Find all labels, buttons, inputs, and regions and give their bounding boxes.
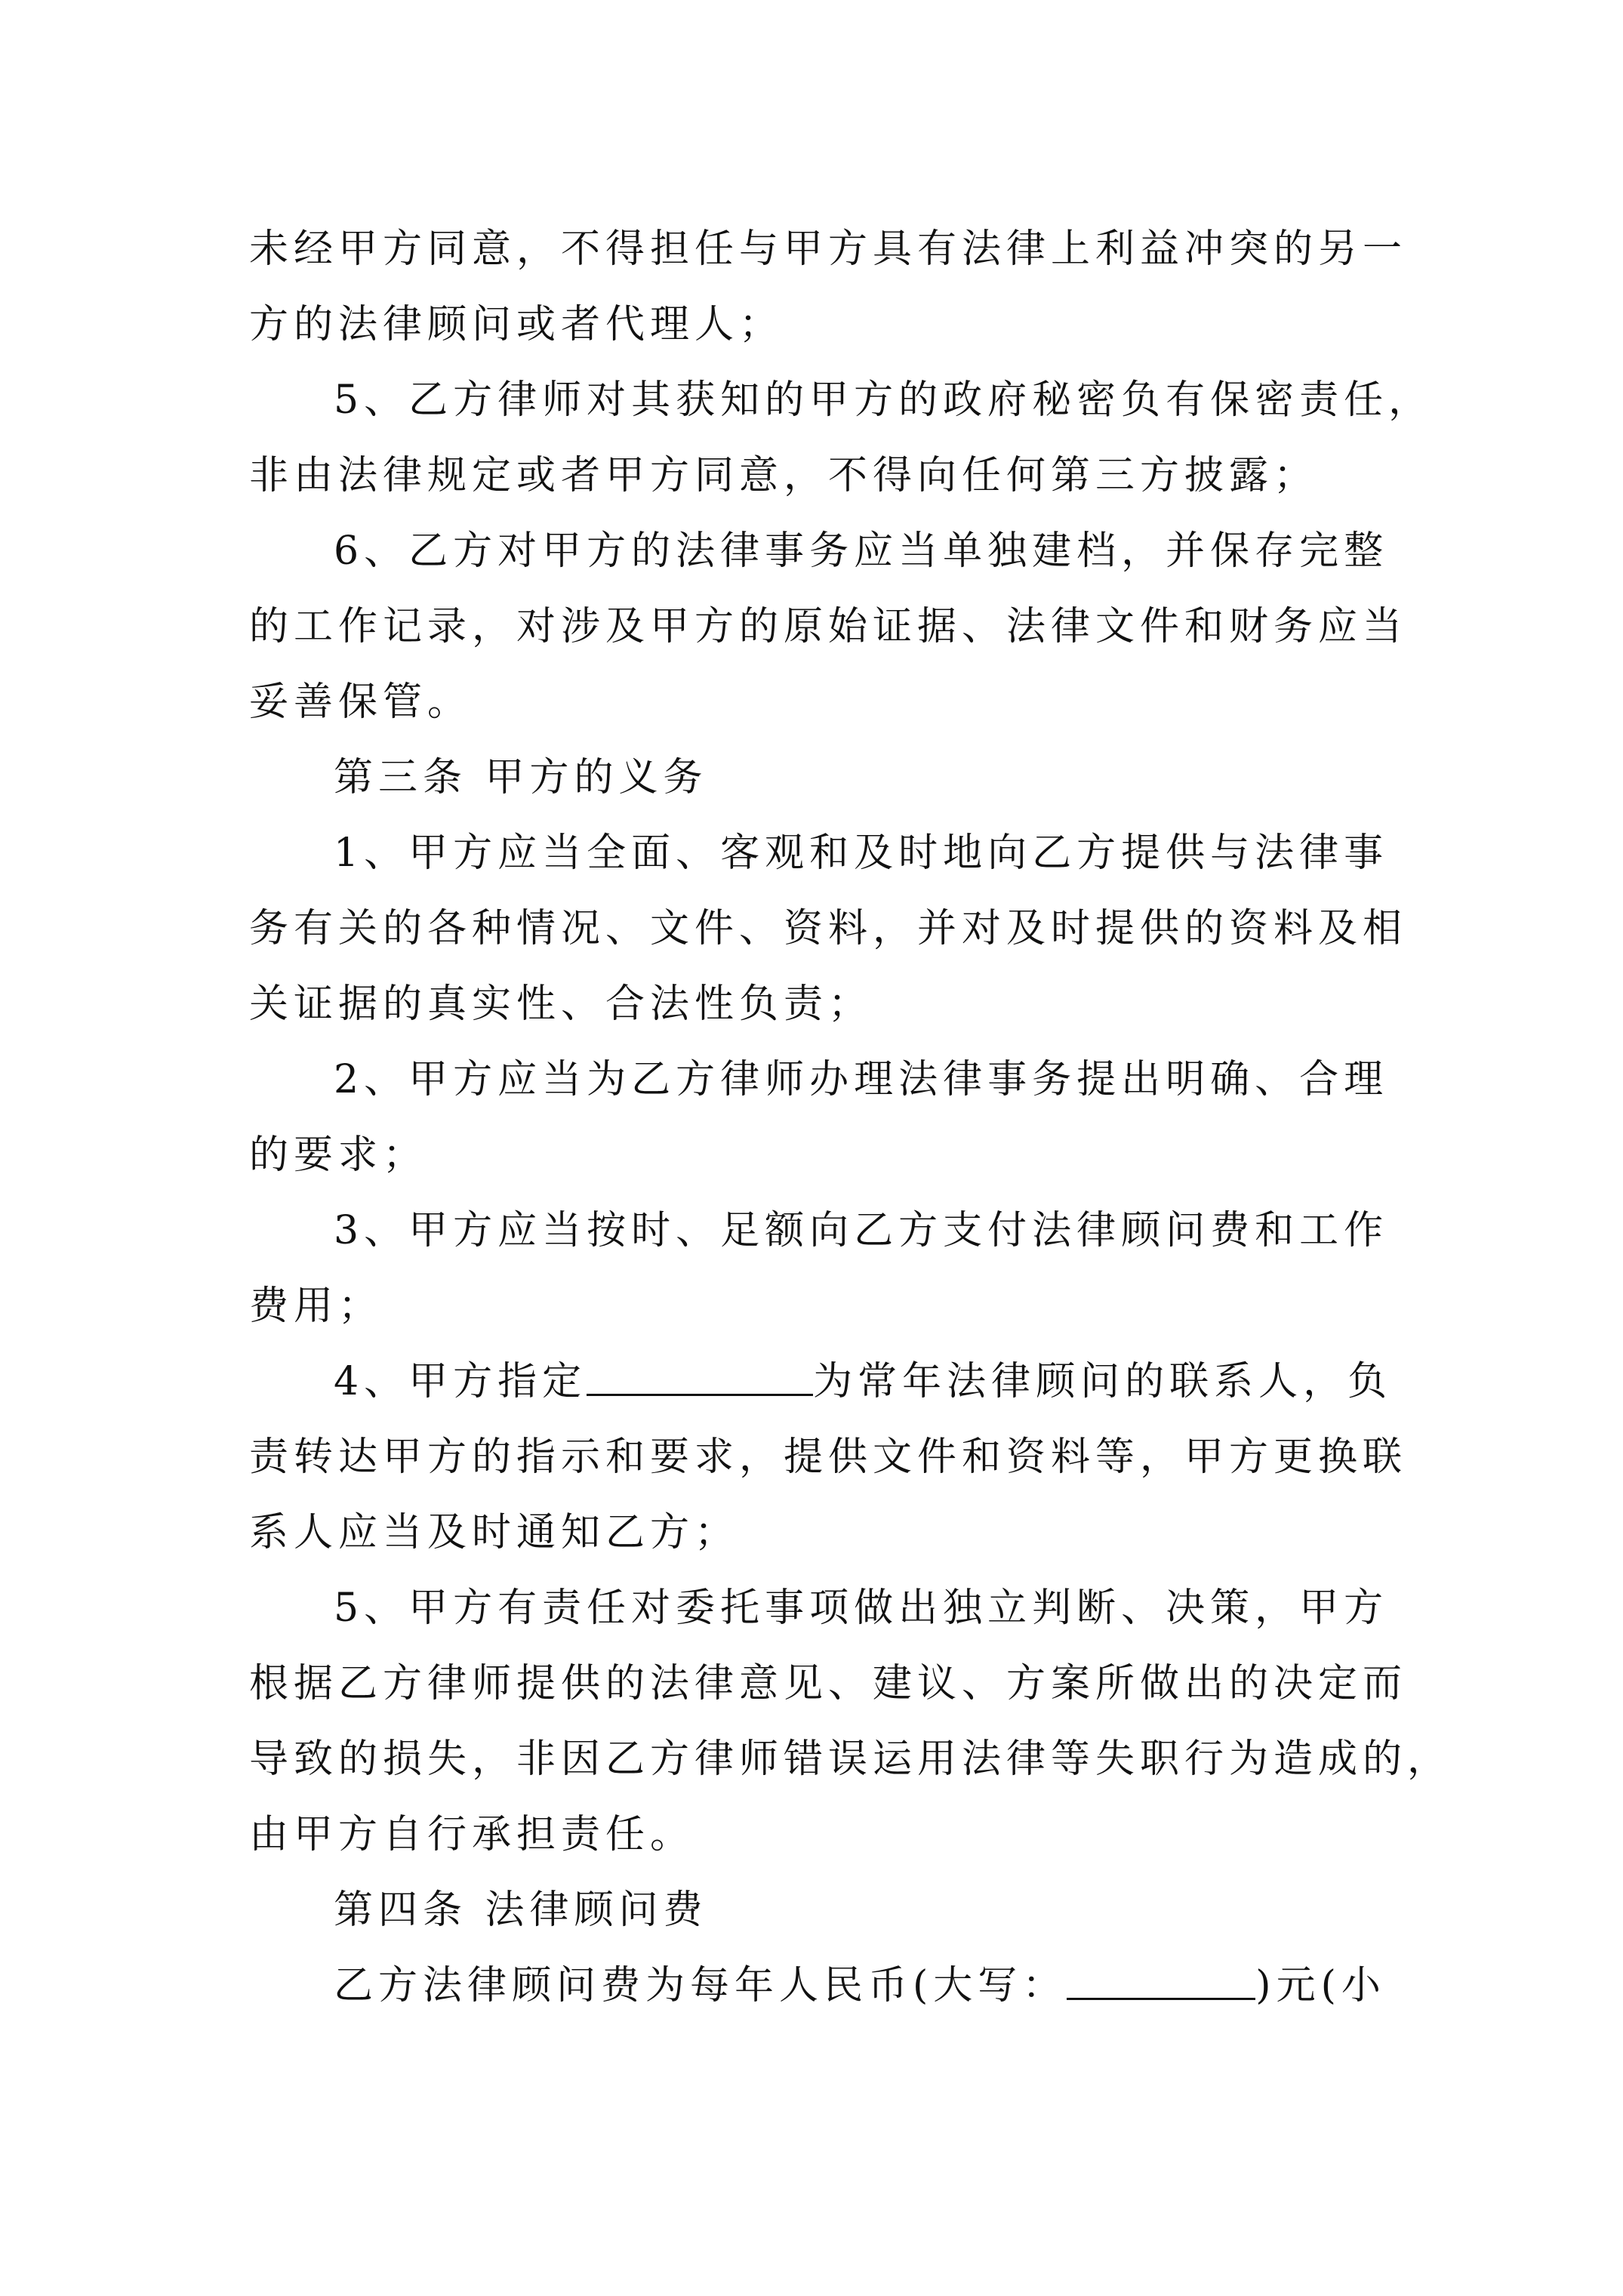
text-line-with-blank (249, 1948, 1397, 2023)
text-line: 5、甲方有责任对委托事项做出独立判断、决策，甲方 (334, 1586, 1389, 1631)
text-line: 妥善保管。 (249, 680, 473, 725)
text-line: 6、乙方对甲方的法律事务应当单独建档，并保存完整 (334, 529, 1389, 574)
text-line: 关证据的真实性、合法性负责； (249, 982, 873, 1027)
text-line: 方的法律顾问或者代理人； (249, 302, 784, 347)
fill-in-blank (587, 1354, 813, 1396)
text-segment: 4、甲方指定 (334, 1359, 587, 1404)
text-line: 根据乙方律师提供的法律意见、建议、方案所做出的决定而 (249, 1661, 1408, 1706)
section-heading: 第三条 甲方的义务 (334, 755, 708, 800)
text-line-with-blank (249, 1344, 1397, 1419)
text-segment: )元(小 (1255, 1963, 1386, 2008)
section-heading: 第四条 法律顾问费 (334, 1888, 708, 1933)
text-line: 5、乙方律师对其获知的甲方的政府秘密负有保密责任， (334, 378, 1434, 423)
text-line: 费用； (249, 1284, 383, 1329)
text-line: 非由法律规定或者甲方同意，不得向任何第三方披露； (249, 453, 1319, 498)
text-line: 系人应当及时通知乙方； (249, 1510, 740, 1555)
text-line: 的工作记录，对涉及甲方的原始证据、法律文件和财务应当 (249, 604, 1408, 649)
text-line: 3、甲方应当按时、足额向乙方支付法律顾问费和工作 (334, 1208, 1389, 1253)
text-segment: 为常年法律顾问的联系人，负 (813, 1359, 1393, 1404)
text-line: 责转达甲方的指示和要求，提供文件和资料等，甲方更换联 (249, 1435, 1408, 1480)
text-line: 1、甲方应当全面、客观和及时地向乙方提供与法律事 (334, 831, 1389, 876)
text-line: 务有关的各种情况、文件、资料，并对及时提供的资料及相 (249, 906, 1408, 951)
text-line: 未经甲方同意，不得担任与甲方具有法律上利益冲突的另一 (249, 227, 1408, 272)
text-segment: 乙方法律顾问费为每年人民币(大写： (334, 1963, 1067, 2008)
text-line: 由甲方自行承担责任。 (249, 1812, 695, 1857)
fill-in-blank (1067, 1959, 1255, 2000)
text-line: 2、甲方应当为乙方律师办理法律事务提出明确、合理 (334, 1057, 1389, 1102)
text-line: 的要求； (249, 1133, 428, 1178)
document-body (249, 211, 1452, 2023)
text-line: 导致的损失，非因乙方律师错误运用法律等失职行为造成的， (249, 1737, 1452, 1782)
